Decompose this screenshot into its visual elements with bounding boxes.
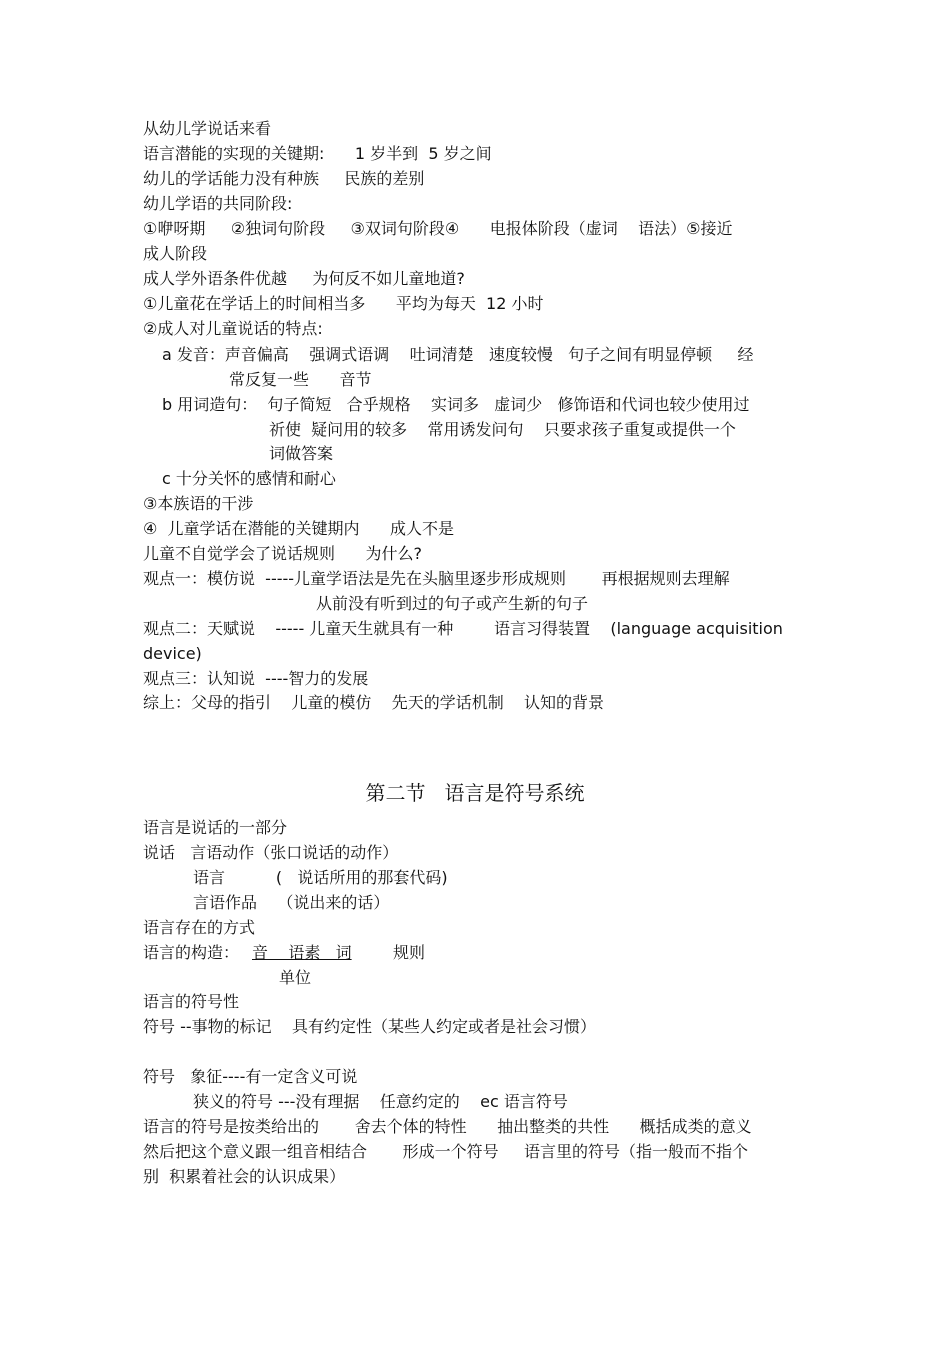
- text-line: 规则: [393, 943, 426, 962]
- text-line: 言语作品 （说出来的话）: [193, 893, 390, 912]
- text-line: 语言的构造：: [143, 943, 240, 962]
- text-line: 语言存在的方式: [143, 918, 256, 937]
- text-line: 观点一：模仿说 -----儿童学语法是先在头脑里逐步形成规则 再根据规则去理解: [143, 569, 730, 588]
- text-line: 幼儿学语的共同阶段:: [143, 194, 293, 213]
- text-line: 语言 ( 说话所用的那套代码): [193, 868, 448, 887]
- text-line: 语言潜能的实现的关键期: 1 岁半到 5 岁之间: [143, 144, 492, 163]
- text-line: 符号 象征----有一定含义可说: [143, 1067, 358, 1086]
- text-line: 语言的符号是按类给出的 舍去个体的特性 抽出整类的共性 概括成类的意义: [143, 1117, 752, 1136]
- text-line: 单位: [279, 968, 312, 987]
- text-line: 综上：父母的指引 儿童的模仿 先天的学话机制 认知的背景: [143, 693, 605, 712]
- text-line: 祈使 疑问用的较多 常用诱发问句 只要求孩子重复或提供一个: [269, 420, 736, 439]
- text-line: 观点三：认知说 ----智力的发展: [143, 669, 369, 688]
- text-line: 幼儿的学话能力没有种族 民族的差别: [143, 169, 425, 188]
- text-line: 常反复一些 音节: [229, 370, 372, 389]
- text-line: 儿童不自觉学会了说话规则 为什么?: [143, 544, 423, 563]
- text-line: 从前没有听到过的句子或产生新的句子: [316, 594, 589, 613]
- text-line: 然后把这个意义跟一组音相结合 形成一个符号 语言里的符号（指一般而不指个: [143, 1142, 749, 1161]
- text-line: a 发音：声音偏高 强调式语调 吐词清楚 速度较慢 句子之间有明显停顿 经: [162, 345, 754, 364]
- text-line: ④ 儿童学话在潜能的关键期内 成人不是: [143, 519, 455, 538]
- text-line: ①咿呀期 ②独词句阶段 ③双词句阶段④ 电报体阶段（虚词 语法）⑤接近: [143, 219, 733, 238]
- text-line: ②成人对儿童说话的特点:: [143, 319, 323, 338]
- text-line: 成人学外语条件优越 为何反不如儿童地道?: [143, 269, 465, 288]
- text-line: ①儿童花在学话上的时间相当多 平均为每天 12 小时: [143, 294, 544, 313]
- text-line: 说话 言语动作（张口说话的动作）: [143, 843, 399, 862]
- text-line: 狭义的符号 ---没有理据 任意约定的 ec 语言符号: [193, 1092, 568, 1111]
- underlined-term: 音 语素 词: [252, 943, 352, 962]
- text-line: b 用词造句： 句子简短 合乎规格 实词多 虚词少 修饰语和代词也较少使用过: [162, 395, 750, 414]
- section-heading: 第二节 语言是符号系统: [365, 781, 585, 805]
- text-line: device): [143, 644, 202, 663]
- text-line: ③本族语的干涉: [143, 494, 254, 513]
- text-line: c 十分关怀的感情和耐心: [162, 469, 336, 488]
- text-line: 词做答案: [269, 444, 334, 463]
- text-line: 观点二：天赋说 ----- 儿童天生就具有一种 语言习得装置 (language acquisition: [143, 619, 783, 638]
- text-line: 语言的符号性: [143, 992, 240, 1011]
- text-line: 别 积累着社会的认识成果）: [143, 1167, 346, 1186]
- text-line: 符号 --事物的标记 具有约定性（某些人约定或者是社会习惯）: [143, 1017, 596, 1036]
- text-line: 语言是说话的一部分: [143, 818, 288, 837]
- text-line: 从幼儿学说话来看: [143, 119, 272, 138]
- text-line: 成人阶段: [143, 244, 208, 263]
